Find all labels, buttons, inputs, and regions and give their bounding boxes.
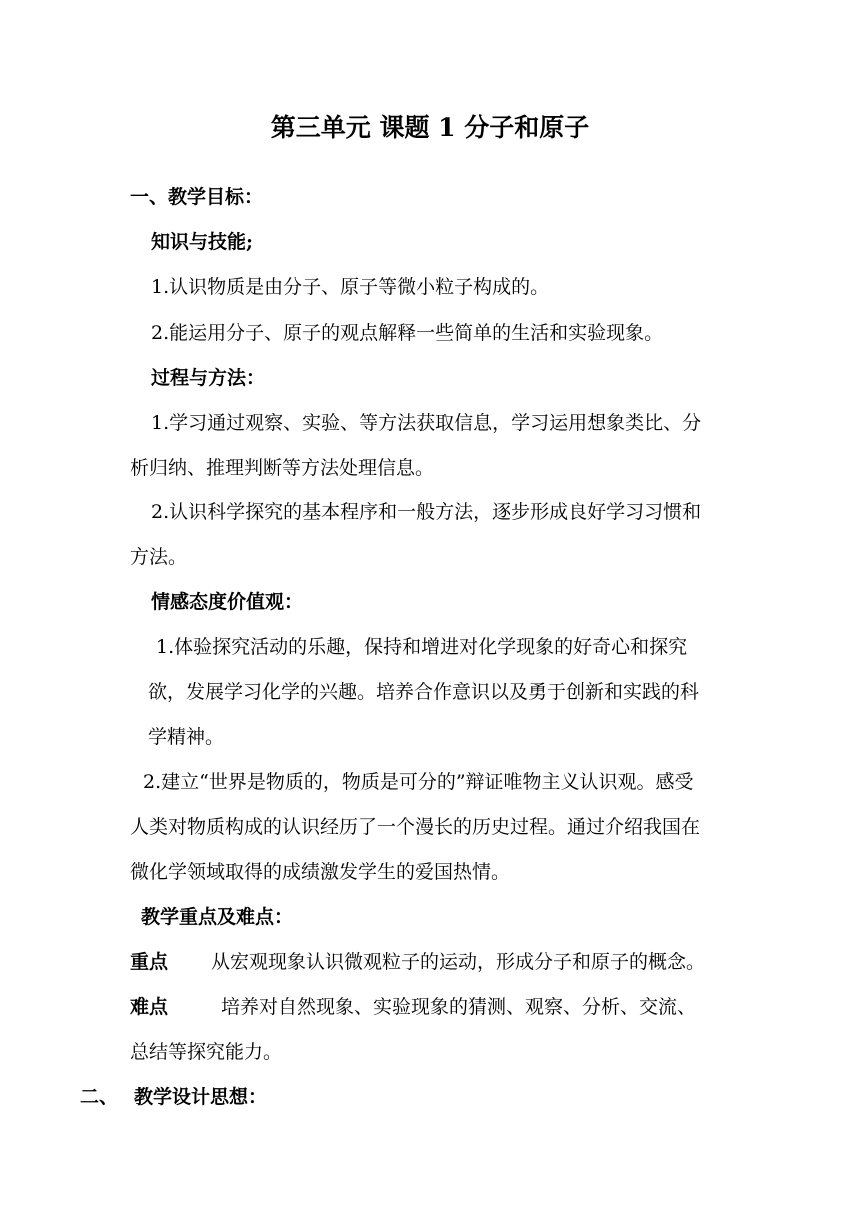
process-item-2-line-2: 方法。 bbox=[130, 546, 188, 568]
emotion-item-2-line-3: 微化学领域取得的成绩激发学生的爱国热情。 bbox=[130, 861, 511, 883]
emotion-item-2-line-2: 人类对物质构成的认识经历了一个漫长的历史过程。通过介绍我国在 bbox=[130, 816, 701, 838]
process-item-1-line-1: 1.学习通过观察、实验、等方法获取信息，学习运用想象类比、分 bbox=[151, 412, 702, 434]
page-title: 第三单元 课题 1 分子和原子 bbox=[270, 113, 590, 142]
emotion-heading: 情感态度价值观： bbox=[151, 591, 304, 613]
difficulty-label: 难点 bbox=[130, 996, 169, 1018]
process-heading: 过程与方法： bbox=[151, 367, 266, 389]
emotion-item-1-line-2: 欲，发展学习化学的兴趣。培养合作意识以及勇于创新和实践的科 bbox=[148, 681, 700, 703]
emotion-item-1-line-1: 1.体验探究活动的乐趣，保持和增进对化学现象的好奇心和探究 bbox=[156, 636, 688, 658]
knowledge-item-1: 1.认识物质是由分子、原子等微小粒子构成的。 bbox=[151, 276, 550, 298]
section2-number: 二、 bbox=[80, 1086, 119, 1108]
key-points-heading: 教学重点及难点： bbox=[141, 906, 294, 928]
knowledge-heading: 知识与技能; bbox=[151, 231, 254, 253]
emotion-item-1-line-3: 学精神。 bbox=[148, 726, 225, 748]
process-item-2-line-1: 2.认识科学探究的基本程序和一般方法，逐步形成良好学习习惯和 bbox=[151, 501, 702, 523]
emotion-item-2-line-1: 2.建立“世界是物质的，物质是可分的”辩证唯物主义认识观。感受 bbox=[143, 771, 694, 793]
key-point-label: 重点 bbox=[130, 951, 169, 973]
section1-heading: 一、教学目标： bbox=[130, 186, 264, 208]
process-item-1-line-2: 析归纳、推理判断等方法处理信息。 bbox=[130, 457, 435, 479]
difficulty-text-line-1: 培养对自然现象、实验现象的猜测、观察、分析、交流、 bbox=[221, 996, 697, 1018]
difficulty-text-line-2: 总结等探究能力。 bbox=[130, 1041, 283, 1063]
key-point-text: 从宏观现象认识微观粒子的运动，形成分子和原子的概念。 bbox=[211, 951, 706, 973]
section2-heading: 教学设计思想： bbox=[134, 1086, 268, 1108]
knowledge-item-2: 2.能运用分子、原子的观点解释一些简单的生活和实验现象。 bbox=[151, 322, 664, 344]
